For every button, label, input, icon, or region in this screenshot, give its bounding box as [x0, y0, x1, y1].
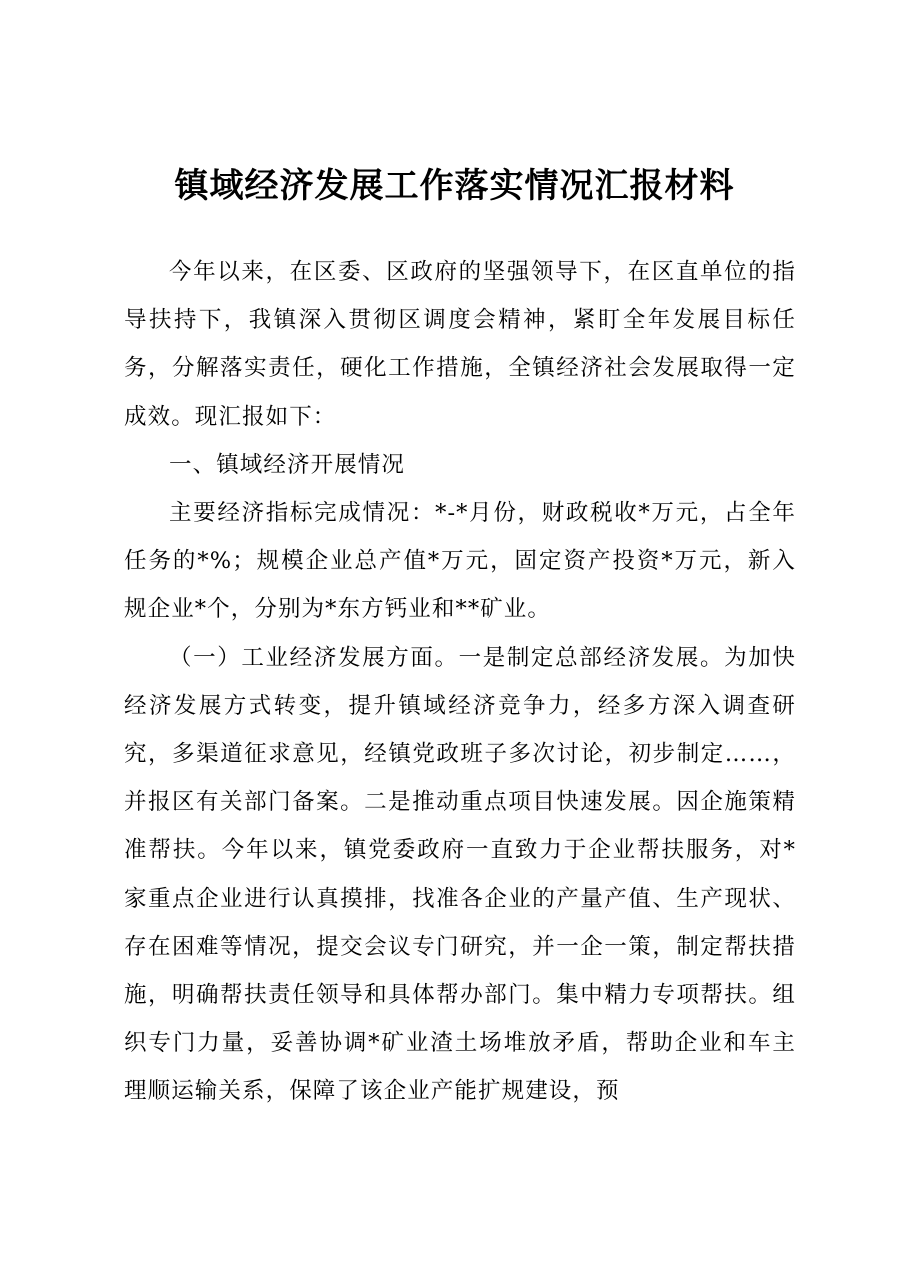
intro-paragraph: 今年以来，在区委、区政府的坚强领导下，在区直单位的指导扶持下，我镇深入贯彻区调度会精神，紧盯全年发展目标任务，分解落实责任，硬化工作措施，全镇经济社会发展取得一定成效。现汇报如下： [124, 259, 796, 430]
document-body [124, 248, 796, 1116]
document-title: 镇域经济发展工作落实情况汇报材料 [174, 166, 735, 206]
section-heading: 一、镇域经济开展情况 [169, 451, 406, 478]
industry-paragraph: （一）工业经济发展方面。一是制定总部经济发展。为加快经济发展方式转变，提升镇域经济竞争力，经多方深入调查研究，多渠道征求意见，经镇党政班子多次讨论，初步制定……，并报区有关部门备案。二是推动重点项目快速发展。因企施策精准帮扶。今年以来，镇党委政府一直致力于企业帮扶服务，对*家重点企业进行认真摸排，找准各企业的产量产值、生产现状、存在困难等情况，提交会议专门研究，并一企一策，制定帮扶措施，明确帮扶责任领导和具体帮办部门。集中精力专项帮扶。组织专门力量，妥善协调*矿业渣土场堆放矛盾，帮助企业和车主理顺运输关系，保障了该企业产能扩规建设，预 [124, 644, 796, 1105]
indicators-paragraph: 主要经济指标完成情况：*-*月份，财政税收*万元，占全年任务的*%；规模企业总产值*万元，固定资产投资*万元，新入规企业*个，分别为*东方钙业和**矿业。 [124, 500, 796, 623]
